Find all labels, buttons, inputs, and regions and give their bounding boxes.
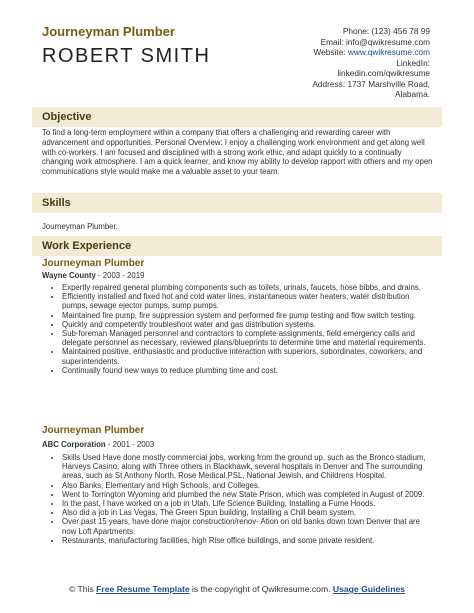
contact-website-line bbox=[312, 47, 430, 58]
contact-address-line2: Alabama. bbox=[394, 89, 430, 99]
list-item: • Went to Torrington Wyoming and plumbed the new State Prison, which was completed in August of 2009. bbox=[62, 490, 432, 499]
footer-middle: is the copyright of Qwikresume.com. bbox=[189, 584, 333, 594]
list-item: • Continually found new ways to reduce plumbing time and cost. bbox=[62, 366, 432, 375]
list-item: • Also did a job in Las Vegas, The Green Spun building, Installing a Chill beam system. bbox=[62, 508, 432, 517]
job-1-title: Journeyman Plumber bbox=[42, 258, 145, 269]
contact-phone: Phone: (123) 456 78 99 bbox=[342, 26, 430, 36]
job-2-company bbox=[42, 440, 154, 449]
contact-linkedin-url[interactable]: linkedin.com/qwikresume bbox=[337, 68, 430, 78]
list-item: • Also Banks, Elementary and High Schools, and Colleges. bbox=[62, 481, 432, 490]
list-item: • Maintained positive, enthusiastic and productive interaction with superiors, subordinates, coworkers, and superintendents. bbox=[62, 347, 432, 365]
list-item: • Efficiently installed and fixed hot and cold water lines, instantaneous water heaters, water distribution pumps, sewage ejector pumps, sump pumps. bbox=[62, 292, 432, 310]
objective-text: To find a long-term employment within a company that offers a challenging and rewarding career with advancement and opportunities. Personal Overview: I enjoy a challenging work environment and get along well with co-workers. I am focused and disciplined with a strong work ethic, and adapt quickly to a continually changing work atmosphere. I am a quick learner, and know my ability to develop rapport with others and my open communications style would make me a valuable asset to your team. bbox=[42, 128, 433, 177]
free-resume-template-link[interactable]: Free Resume Template bbox=[96, 584, 190, 594]
usage-guidelines-link[interactable]: Usage Guidelines bbox=[332, 584, 406, 594]
contact-address: Address: 1737 Marshville Road, bbox=[312, 78, 430, 89]
job-1-company bbox=[42, 271, 144, 280]
copyright-footer bbox=[0, 584, 474, 595]
contact-website-label: Website: bbox=[313, 47, 348, 57]
list-item: • In the past, I have worked on a job in Utah, Life Science Building, Installing a Fume Hoods. bbox=[62, 499, 432, 508]
contact-email: Email: info@qwikresume.com bbox=[320, 36, 430, 47]
list-item: • Quickly and competently troubleshoot water and gas distribution systems. bbox=[62, 320, 432, 329]
job-2-title: Journeyman Plumber bbox=[42, 425, 145, 436]
section-heading-skills: Skills bbox=[32, 193, 442, 213]
job-1-dates: - 2003 - 2019 bbox=[95, 271, 145, 280]
list-item: • Over past 15 years, have done major construction/renov- Ation on old banks down town Denver that are now Loft Apartments. bbox=[62, 517, 432, 535]
section-heading-work-experience: Work Experience bbox=[32, 236, 442, 256]
candidate-name: ROBERT SMITH bbox=[42, 45, 211, 67]
job-2-dates: - 2001 - 2003 bbox=[105, 440, 155, 449]
list-item: • Sub-foreman Managed personnel and contractors to complete assignments, field emergency calls and delegate personnel as necessary, reviewed plans/blueprints to determine time and material requirements. bbox=[62, 329, 432, 347]
job-title: Journeyman Plumber bbox=[42, 24, 175, 39]
footer-prefix: © This bbox=[68, 584, 97, 594]
contact-linkedin-label: LinkedIn: bbox=[396, 57, 430, 68]
job-1-bullets bbox=[42, 283, 432, 375]
list-item: • Maintained fire pump, fire suppression system and performed fire pump testing and flow switch testing. bbox=[62, 311, 432, 320]
job-2-company-name: ABC Corporation bbox=[42, 440, 106, 449]
list-item: • Skills Used Have done mostly commercial jobs, working from the ground up, such as the Bronco stadium, Harveys Casino, along with Three others in Blackhawk, several hospitals in Denver and The surrounding areas, such as St Anthony North, Rose Medical,PSL, National Jewish, and Childrens Hospital. bbox=[62, 453, 432, 481]
job-1-company-name: Wayne County bbox=[42, 271, 96, 280]
section-heading-objective: Objective bbox=[32, 107, 442, 127]
skills-text: Journeyman Plumber. bbox=[42, 222, 118, 231]
list-item: • Expertly repaired general plumbing components such as toilets, urinals, faucets, hose bibbs, and drains. bbox=[62, 283, 432, 292]
contact-block bbox=[312, 26, 430, 100]
website-link[interactable]: www.qwikresume.com bbox=[347, 47, 430, 57]
resume-header bbox=[0, 0, 474, 100]
list-item: • Restaurants, manufacturing facilities, high Rise office buildings, and some private resident. bbox=[62, 536, 432, 545]
job-2-bullets bbox=[42, 453, 432, 545]
